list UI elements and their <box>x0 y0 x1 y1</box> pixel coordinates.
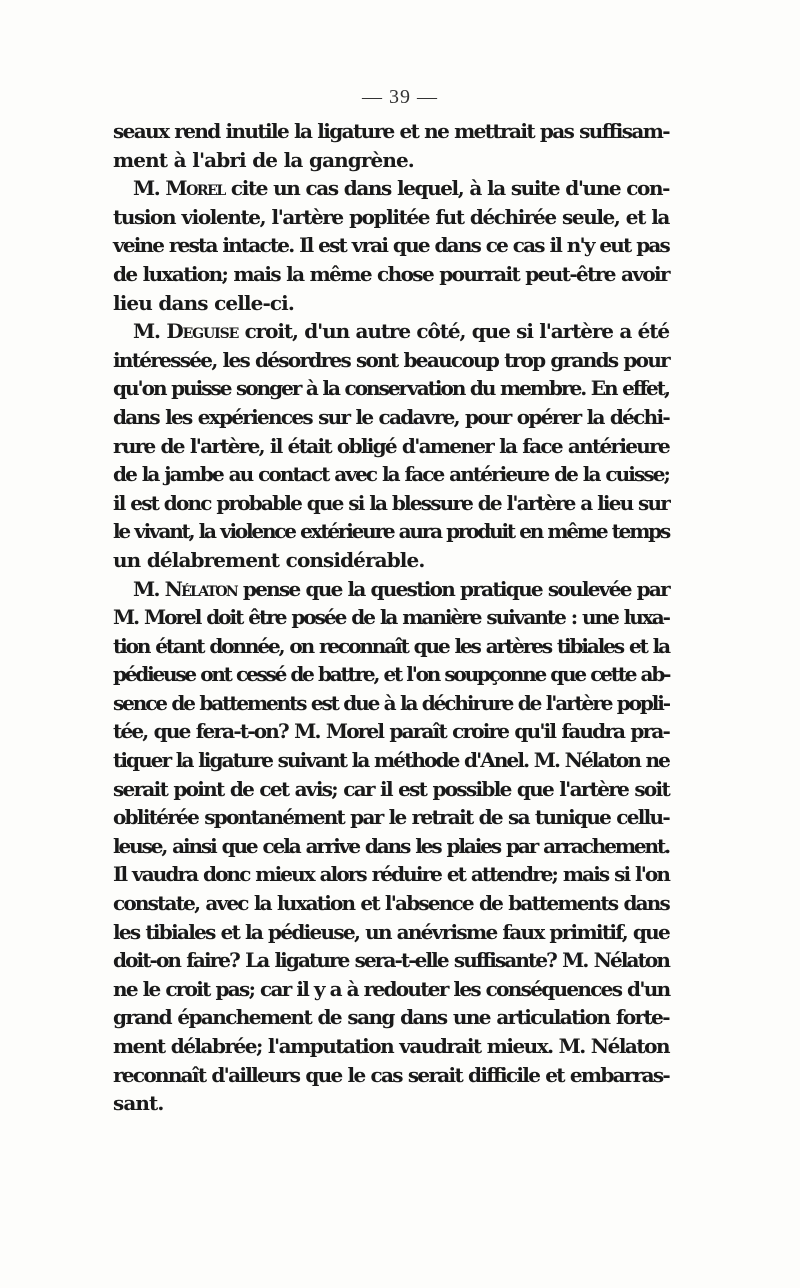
text-line: tion étant donnée, on reconnaît que les artères tibiales et la <box>113 633 669 658</box>
text-line: le vivant, la violence extérieure aura produit en même temps <box>113 519 669 544</box>
text-line <box>113 174 669 203</box>
text-line: doit-on faire? La ligature sera-t-elle suffisante? M. Nélaton <box>113 948 669 973</box>
text-line: grand épanchement de sang dans une articulation forte- <box>113 1005 669 1030</box>
text-line <box>113 317 669 346</box>
text-line: qu'on puisse songer à la conservation du membre. En effet, <box>113 376 669 401</box>
speaker-prefix: M. <box>133 576 165 601</box>
page-number: — 39 — <box>362 86 438 108</box>
text-line: M. Morel doit être posée de la manière suivante : une luxa- <box>113 605 669 630</box>
text-line: intéressée, les désordres sont beaucoup trop grands pour <box>113 347 669 372</box>
speaker-name: Nélaton <box>164 576 237 601</box>
body-text <box>113 117 669 1118</box>
speaker-name: Morel <box>165 176 225 201</box>
text-line <box>113 575 669 604</box>
text-line: tusion violente, l'artère poplitée fut déchirée seule, et la <box>113 204 669 229</box>
text-line: reconnaît d'ailleurs que le cas serait difficile et embarras- <box>113 1062 669 1087</box>
text-line: leuse, ainsi que cela arrive dans les plaies par arrachement. <box>113 833 669 858</box>
text-line: rure de l'artère, il était obligé d'amener la face antérieure <box>113 433 669 458</box>
text-line: ment à l'abri de la gangrène. <box>113 147 414 172</box>
line-text: cite un cas dans lequel, à la suite d'une con- <box>224 176 669 201</box>
text-line: pédieuse ont cessé de battre, et l'on soupçonne que cette ab- <box>113 662 670 687</box>
text-line: veine resta intacte. Il est vrai que dans ce cas il n'y eut pas <box>113 233 669 258</box>
text-line: tée, que fera-t-on? M. Morel paraît croire qu'il faudra pra- <box>113 719 669 744</box>
text-line: de luxation; mais la même chose pourrait peut-être avoir <box>113 261 669 286</box>
line-text: pense que la question pratique soulevée par <box>236 576 669 601</box>
text-line: les tibiales et la pédieuse, un anévrisme faux primitif, que <box>113 919 669 944</box>
text-line: lieu dans celle-ci. <box>113 290 294 315</box>
text-line: de la jambe au contact avec la face antérieure de la cuisse; <box>113 462 669 487</box>
text-line: constate, avec la luxation et l'absence de battements dans <box>113 891 669 916</box>
speaker-prefix: M. <box>133 319 167 344</box>
text-line: ne le croit pas; car il y a à redouter les conséquences d'un <box>113 976 670 1001</box>
text-line: ment délabrée; l'amputation vaudrait mieux. M. Nélaton <box>113 1034 669 1058</box>
speaker-prefix: M. <box>133 176 166 201</box>
text-line: tiquer la ligature suivant la méthode d'Anel. M. Nélaton ne <box>113 748 669 773</box>
text-line: serait point de cet avis; car il est possible que l'artère soit <box>113 776 669 801</box>
text-line: oblitérée spontanément par le retrait de sa tunique cellu- <box>113 805 669 830</box>
text-line: sant. <box>113 1091 164 1116</box>
text-line: il est donc probable que si la blessure de l'artère a lieu sur <box>113 490 669 515</box>
text-line: dans les expériences sur le cadavre, pour opérer la déchi- <box>113 404 669 429</box>
text-line: un délabrement considérable. <box>113 547 425 572</box>
line-text: croit, d'un autre côté, que si l'artère a été <box>238 319 670 344</box>
text-line: seaux rend inutile la ligature et ne mettrait pas suffisam- <box>113 119 669 143</box>
speaker-name: Deguise <box>166 319 239 344</box>
text-line: sence de battements est due à la déchirure de l'artère popli- <box>113 690 669 715</box>
text-line: Il vaudra donc mieux alors réduire et attendre; mais si l'on <box>113 862 669 887</box>
